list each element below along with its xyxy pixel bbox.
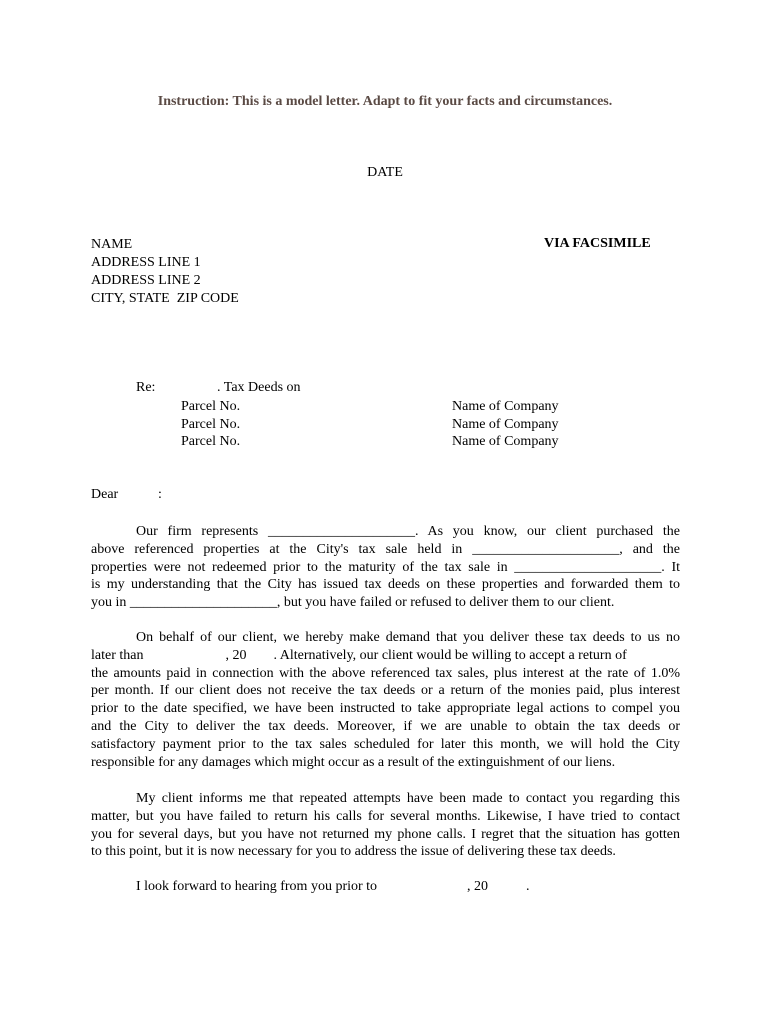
salutation-dear: Dear — [91, 487, 119, 502]
company-name-1: Name of Company — [452, 399, 559, 414]
date-placeholder: DATE — [367, 165, 403, 180]
salutation-colon: : — [158, 487, 162, 502]
re-subject: . Tax Deeds on — [217, 380, 301, 395]
paragraph-1-line: Our firm represents _____________________. As you know, our client purchased the — [136, 524, 680, 539]
paragraph-1-line: above referenced properties at the City's tax sale held in _____________________, and the — [91, 541, 680, 557]
recipient-address-block — [91, 236, 239, 308]
parcel-no-2: Parcel No. — [181, 416, 241, 432]
paragraph-3-line: to this point, but it is now necessary for you to address the issue of delivering these tax deeds. — [91, 844, 616, 860]
recipient-city-state-zip: CITY, STATE ZIP CODE — [91, 291, 239, 306]
paragraph-2-line: prior to the date specified, we have been instructed to take appropriate legal actions to compel you — [91, 701, 680, 717]
paragraph-2-line: satisfactory payment prior to the tax sales scheduled for later this month, we will hold the City — [91, 736, 680, 752]
paragraph-1 — [91, 523, 680, 612]
paragraph-2-line: and the City to deliver the tax deeds. Moreover, if we are unable to obtain the tax deeds or — [91, 718, 680, 734]
paragraph-2-line: On behalf of our client, we hereby make demand that you deliver these tax deeds to us no — [136, 630, 680, 645]
paragraph-2-line: per month. If our client does not receive the tax deeds or a return of the monies paid, plus interest — [91, 683, 680, 699]
recipient-address-line-1: ADDRESS LINE 1 — [91, 255, 201, 270]
paragraph-3-line: My client informs me that repeated attempts have been made to contact you regarding this — [136, 791, 680, 806]
paragraph-2 — [91, 629, 680, 771]
paragraph-1-line: you in _____________________, but you have failed or refused to deliver them to our client. — [91, 595, 615, 611]
company-name-2: Name of Company — [452, 416, 559, 432]
year-prefix: , 20 — [225, 647, 247, 663]
paragraph-2-line-with-blanks — [91, 647, 680, 665]
delivery-method: VIA FACSIMILE — [544, 236, 651, 251]
company-name-3: Name of Company — [452, 434, 559, 449]
recipient-address-line-2: ADDRESS LINE 2 — [91, 273, 201, 288]
closing-period: . — [526, 879, 530, 894]
parcel-no-3: Parcel No. — [181, 434, 241, 449]
parcel-no-1: Parcel No. — [181, 399, 241, 414]
paragraph-1-line: is my understanding that the City has issued tax deeds on these properties and forwarded them to — [91, 577, 680, 593]
re-label: Re: — [136, 380, 156, 395]
paragraph-2-line: responsible for any damages which might occur as a result of the extinguishment of our liens. — [91, 754, 616, 770]
paragraph-3 — [91, 790, 680, 861]
recipient-name: NAME — [91, 237, 133, 252]
paragraph-2-line: the amounts paid in connection with the above referenced tax sales, plus interest at the rate of 1.0% — [91, 665, 680, 681]
paragraph-1-line: properties were not redeemed prior to the maturity of the tax sale in _____________________. It — [91, 559, 680, 575]
alternatively-text: . Alternatively, our client would be willing to accept a return of — [273, 647, 627, 663]
instruction-heading: Instruction: This is a model letter. Adapt to fit your facts and circumstances. — [157, 94, 613, 109]
later-than-text: later than — [91, 647, 144, 663]
paragraph-3-line: you for several days, but you have not returned my phone calls. I regret that the situation has gotten — [91, 826, 680, 842]
closing-sentence: I look forward to hearing from you prior to — [136, 879, 378, 894]
paragraph-3-line: matter, but you have failed to return his calls for several months. Likewise, I have tried to contact — [91, 808, 680, 824]
closing-year: , 20 — [467, 879, 488, 894]
